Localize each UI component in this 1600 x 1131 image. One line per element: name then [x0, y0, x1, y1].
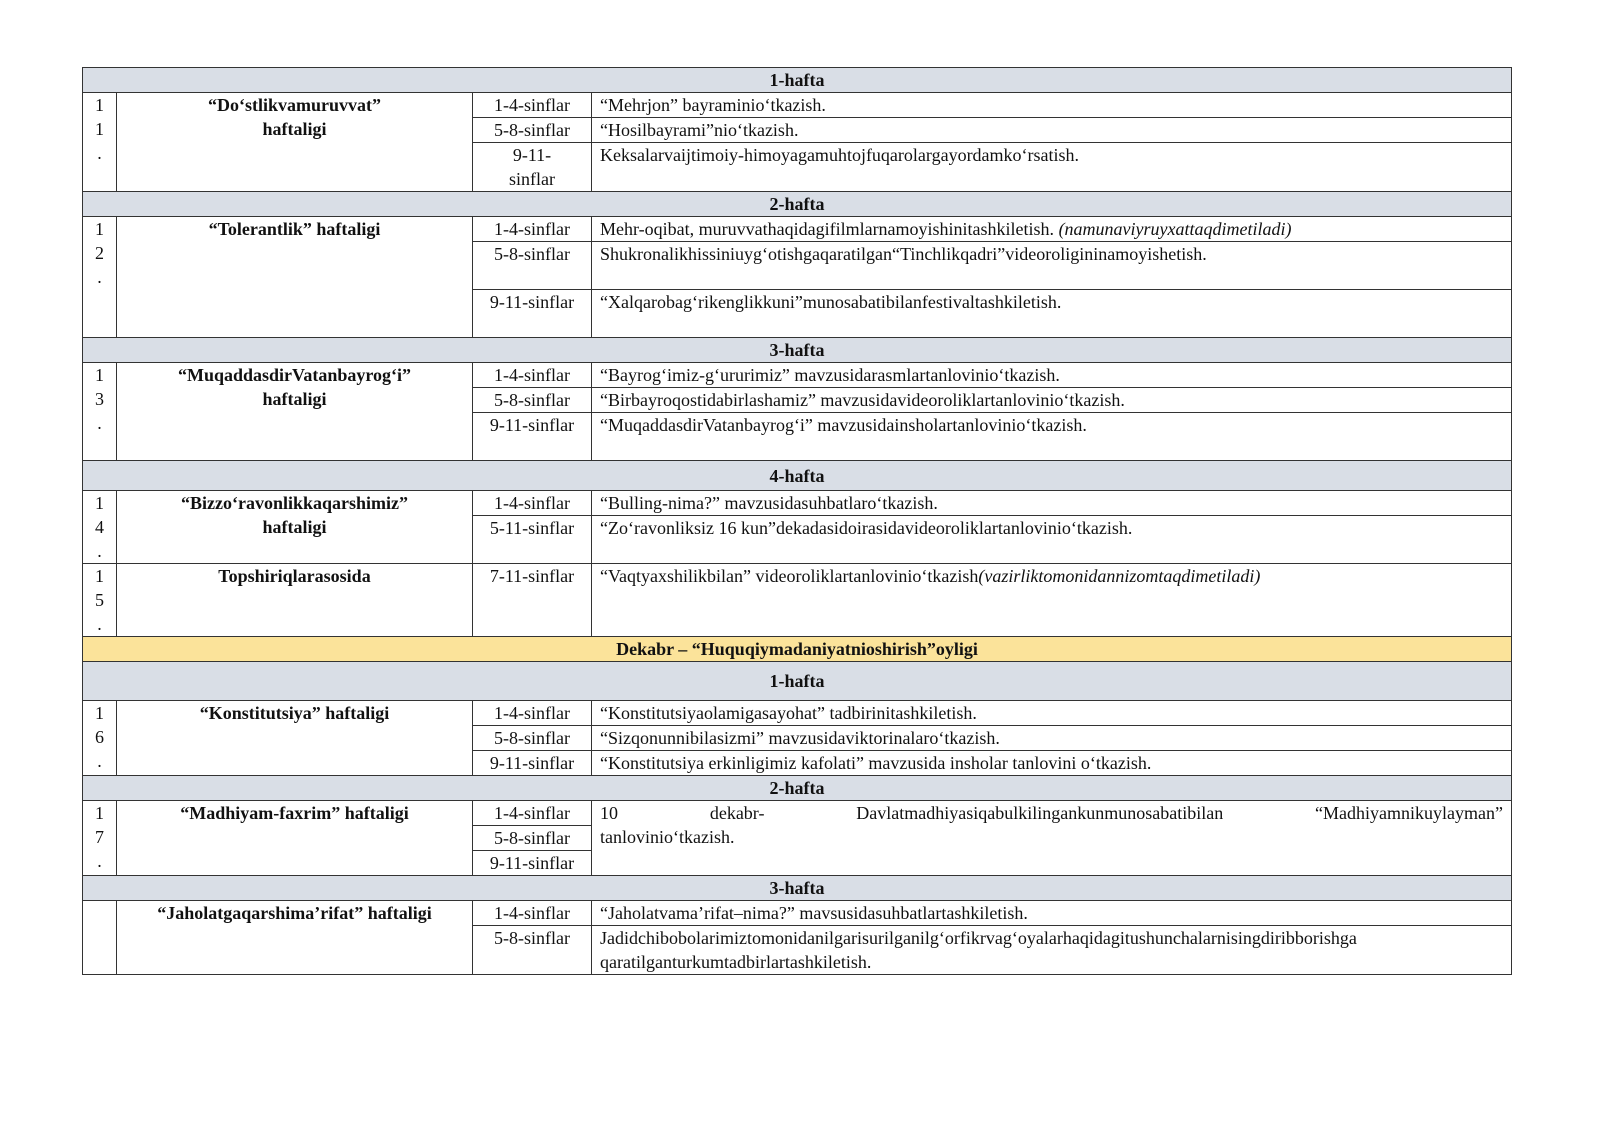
row-number: 1 5 .: [83, 564, 117, 637]
grade-cell: 1-4-sinflar: [473, 93, 592, 118]
activity-cell: “Xalqarobag‘rikenglikkuni”munosabatibilanfestivaltashkiletish.: [592, 290, 1512, 338]
grade-cell: 1-4-sinflar: [473, 901, 592, 926]
activity-cell: “Bayrog‘imiz-g‘ururimiz” mavzusidarasmlartanlovinio‘tkazish.: [592, 363, 1512, 388]
week-title: “Madhiyam-faxrim” haftaligi: [117, 801, 473, 876]
activity-cell: Shukronalikhissiniuyg‘otishgaqaratilgan“Tinchlikqadri”videoroligininamoyishetish.: [592, 242, 1512, 290]
activity-note: (namunaviyruyxattaqdimetiladi): [1058, 219, 1292, 239]
week-title: “Bizzo‘ravonlikkaqarshimiz” haftaligi: [117, 491, 473, 564]
grade-cell: 5-11-sinflar: [473, 516, 592, 564]
week-header: 3-hafta: [83, 338, 1512, 363]
grade-cell: 5-8-sinflar: [473, 388, 592, 413]
activity-cell: “Bulling-nima?” mavzusidasuhbatlaro‘tkazish.: [592, 491, 1512, 516]
grade-cell: 1-4-sinflar: [473, 491, 592, 516]
grade-cell: 9-11-sinflar: [473, 851, 592, 876]
grade-cell: 5-8-sinflar: [473, 118, 592, 143]
week-header: 4-hafta: [83, 461, 1512, 491]
grade-cell: 9-11-sinflar: [473, 413, 592, 461]
week-title: “Konstitutsiya” haftaligi: [117, 701, 473, 776]
week-header: 1-hafta: [83, 68, 1512, 93]
activity-cell: “Zo‘ravonliksiz 16 kun”dekadasidoirasidavideoroliklartanlovinio‘tkazish.: [592, 516, 1512, 564]
activity-cell: Mehr-oqibat, muruvvathaqidagifilmlarnamoyishinitashkiletish. (namunaviyruyxattaqdimetiladi): [592, 217, 1512, 242]
week-header: 2-hafta: [83, 192, 1512, 217]
grade-cell: 1-4-sinflar: [473, 801, 592, 826]
activity-cell: “Vaqtyaxshilikbilan” videoroliklartanlovinio‘tkazish(vazirliktomonidannizomtaqdimetiladi): [592, 564, 1512, 637]
grade-cell: 9-11- sinflar: [473, 143, 592, 192]
grade-cell: 5-8-sinflar: [473, 826, 592, 851]
row-number: 1 3 .: [83, 363, 117, 461]
week-title: “Jaholatgaqarshima’rifat” haftaligi: [117, 901, 473, 975]
week-title: “Do‘stlikvamuruvvat” haftaligi: [117, 93, 473, 192]
week-title: “Tolerantlik” haftaligi: [117, 217, 473, 338]
activity-cell: “MuqaddasdirVatanbayrog‘i” mavzusidainsholartanlovinio‘tkazish.: [592, 413, 1512, 461]
activity-cell: “Birbayroqostidabirlashamiz” mavzusidavideoroliklartanlovinio‘tkazish.: [592, 388, 1512, 413]
activity-cell: Keksalarvaijtimoiy-himoyagamuhtojfuqarolargayordamko‘rsatish.: [592, 143, 1512, 192]
row-number: 1 6 .: [83, 701, 117, 776]
grade-cell: 5-8-sinflar: [473, 726, 592, 751]
activity-cell: “Sizqonunnibilasizmi” mavzusidaviktorinalaro‘tkazish.: [592, 726, 1512, 751]
week-title: “MuqaddasdirVatanbayrog‘i” haftaligi: [117, 363, 473, 461]
row-number: 1 7 .: [83, 801, 117, 876]
row-number: 1 2 .: [83, 217, 117, 338]
activity-cell: “Konstitutsiyaolamigasayohat” tadbirinitashkiletish.: [592, 701, 1512, 726]
grade-cell: 7-11-sinflar: [473, 564, 592, 637]
week-header: 3-hafta: [83, 876, 1512, 901]
activity-cell: “Mehrjon” bayraminio‘tkazish.: [592, 93, 1512, 118]
month-header: Dekabr – “Huquqiymadaniyatnioshirish”oyligi: [83, 637, 1512, 662]
activity-cell: Jadidchibobolarimiztomonidanilgarisurilganilg‘orfikrvag‘oyalarhaqidagitushunchalarnisingdiribborishga qaratilganturkumtadbirlartashkiletish.: [592, 926, 1512, 975]
activity-cell: “Hosilbayrami”nio‘tkazish.: [592, 118, 1512, 143]
grade-cell: 9-11-sinflar: [473, 751, 592, 776]
grade-cell: 1-4-sinflar: [473, 217, 592, 242]
row-number: 1 4 .: [83, 491, 117, 564]
row-number: 1 1 .: [83, 93, 117, 192]
week-header: 1-hafta: [83, 662, 1512, 701]
week-title: Topshiriqlarasosida: [117, 564, 473, 637]
row-number: [83, 901, 117, 975]
grade-cell: 1-4-sinflar: [473, 363, 592, 388]
activity-note: (vazirliktomonidannizomtaqdimetiladi): [978, 566, 1261, 586]
grade-cell: 1-4-sinflar: [473, 701, 592, 726]
activity-cell: “Konstitutsiya erkinligimiz kafolati” mavzusida insholar tanlovini o‘tkazish.: [592, 751, 1512, 776]
grade-cell: 9-11-sinflar: [473, 290, 592, 338]
activity-cell: 10 dekabr- Davlatmadhiyasiqabulkilingankunmunosabatibilan “Madhiyamnikuylayman” tanlovinio‘tkazish.: [592, 801, 1512, 876]
plan-table: [82, 67, 1512, 975]
activity-cell: “Jaholatvama’rifat–nima?” mavsusidasuhbatlartashkiletish.: [592, 901, 1512, 926]
grade-cell: 5-8-sinflar: [473, 242, 592, 290]
week-header: 2-hafta: [83, 776, 1512, 801]
grade-cell: 5-8-sinflar: [473, 926, 592, 975]
